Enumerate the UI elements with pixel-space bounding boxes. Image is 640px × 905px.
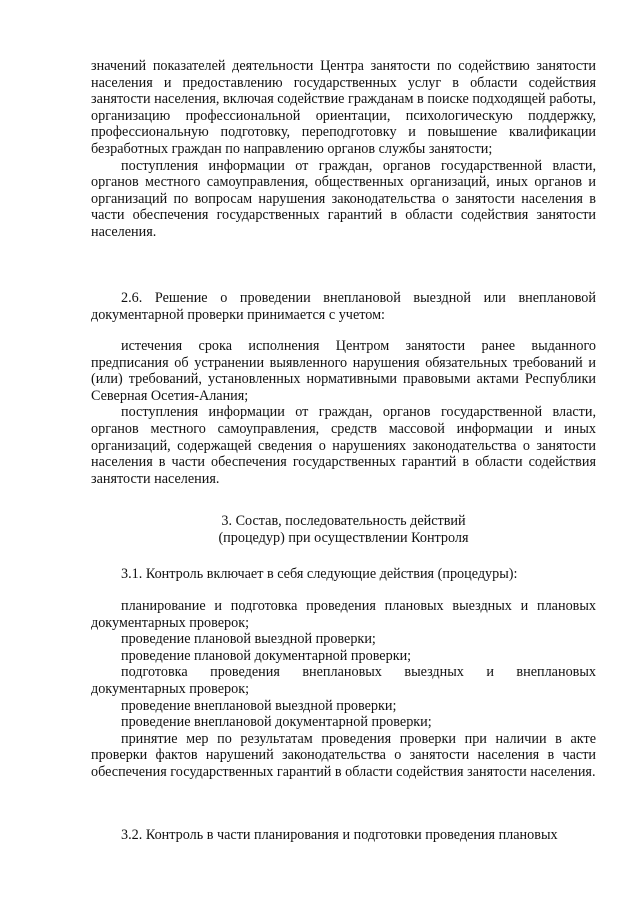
text-block-1: [91, 58, 596, 241]
list-item: подготовка проведения внеплановых выездных и внеплановых документарных проверок;: [91, 664, 596, 697]
section-heading-line-2: (процедур) при осуществлении Контроля: [218, 530, 469, 546]
list-item: планирование и подготовка проведения плановых выездных и плановых документарных проверок;: [91, 598, 596, 631]
text-block-5: [91, 598, 596, 781]
list-item: проведение внеплановой выездной проверки;: [121, 697, 397, 714]
list-item: проведение внеплановой документарной проверки;: [121, 714, 432, 731]
list-item: проведение плановой выездной проверки;: [121, 631, 376, 648]
list-item: проведение плановой документарной проверки;: [121, 647, 412, 664]
paragraph: 2.6. Решение о проведении внеплановой выездной или внеплановой документарной проверки принимается с учетом:: [91, 290, 596, 323]
text-block-4: [91, 566, 596, 583]
paragraph: поступления информации от граждан, органов государственной власти, органов местного самоуправления, общественных организаций, иных органов и организаций по вопросам нарушения законодательства о занятости населения в части обеспечения государственных гарантий в области содействия занятости населения.: [91, 157, 596, 240]
text-block-3: [91, 338, 596, 487]
list-item: принятие мер по результатам проведения проверки при наличии в акте проверки фактов нарушений законодательства о занятости населения в части обеспечения государственных гарантий в области содействия занятости населения.: [91, 730, 596, 780]
text-block-2: [91, 290, 596, 323]
paragraph: истечения срока исполнения Центром занятости ранее выданного предписания об устранении выявленного нарушения обязательных требований и (или) требований, установленных нормативными правовыми актами Республики Северная Осетия-Алания;: [91, 338, 596, 404]
paragraph: 3.1. Контроль включает в себя следующие действия (процедуры):: [121, 566, 518, 582]
paragraph: значений показателей деятельности Центра занятости по содействию занятости населения и предоставлению государственных услуг в области содействия занятости населения, включая содействие гражданам в поиске подходящей работы, организацию профессиональной ориентации, психологическую поддержку, профессиональную подготовку, переподготовку и повышение квалификации безработных граждан по направлению органов службы занятости;: [91, 58, 596, 157]
text-block-6: [91, 827, 596, 844]
section-heading-line-1: 3. Состав, последовательность действий: [221, 513, 466, 529]
paragraph: 3.2. Контроль в части планирования и подготовки проведения плановых: [121, 827, 558, 843]
paragraph: поступления информации от граждан, органов государственной власти, органов местного самоуправления, средств массовой информации и иных организаций, содержащей сведения о нарушениях законодательства о занятости населения в части обеспечения государственных гарантий в области содействия занятости населения.: [91, 404, 596, 487]
